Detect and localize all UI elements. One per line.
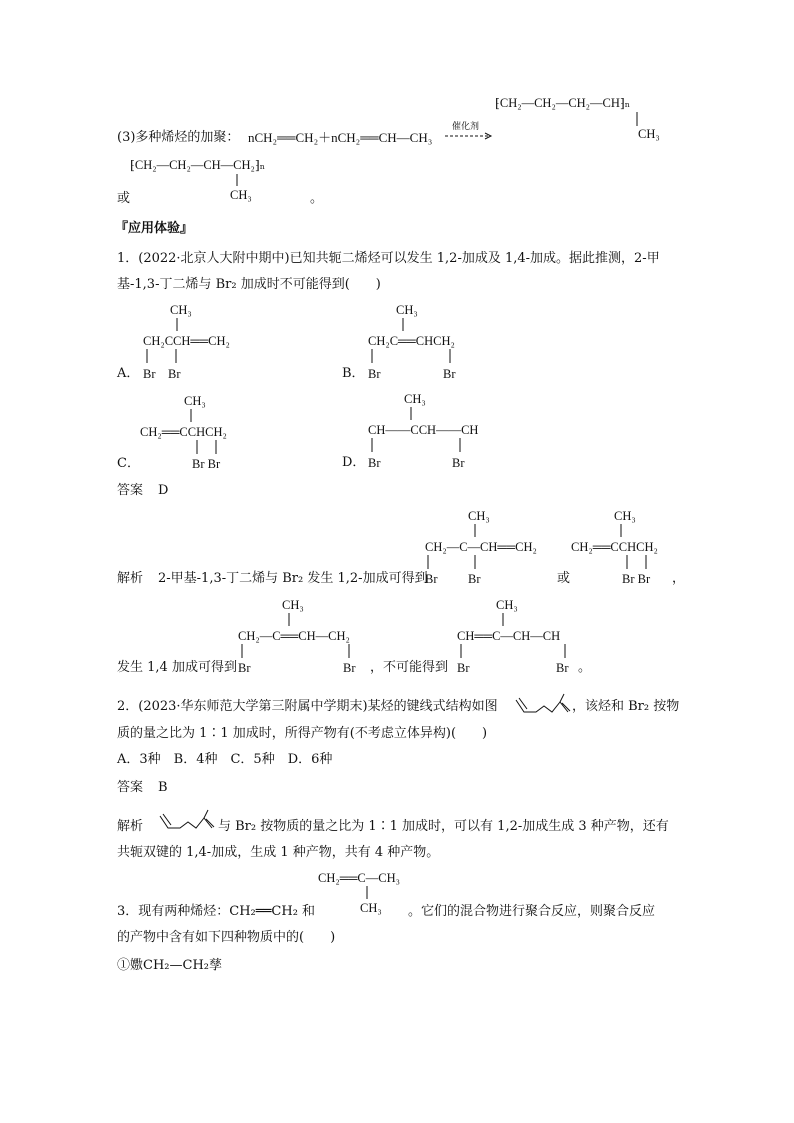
q1-s2-br: Br Br [622, 572, 651, 586]
item3-equation: nCH₂══CH₂＋nCH₂══CH—CH₃ [248, 130, 433, 145]
q1-d-label: D． [342, 455, 366, 470]
q2-line1a: 2．(2023·华东师范大学第三附属中学期末)某烃的键线式结构如图 [117, 699, 498, 714]
q1-a-label: A． [117, 366, 140, 381]
polymer-top-ch3: CH₃ [638, 127, 660, 141]
q1-d-ch3: CH₃ [404, 392, 426, 406]
q1-a-br: Br Br [143, 367, 181, 381]
q3-line1b: 。它们的混合物进行聚合反应，则聚合反应 [408, 904, 656, 919]
q1-b-br-bonds [370, 349, 460, 365]
q1-s3-br2: Br [343, 661, 356, 675]
q1-s3-ch3: CH₃ [282, 598, 304, 612]
q1-line2: 基-1,3-丁二烯与 Br₂ 加成时不可能得到( ) [117, 277, 381, 292]
q1-s3-br1: Br [238, 661, 251, 675]
polymer-second-bond [236, 174, 240, 188]
q1-c-ch3: CH₃ [184, 394, 206, 408]
period: 。 [310, 191, 324, 206]
q1-s4-bond [502, 613, 506, 627]
q2-answer: B [158, 780, 168, 795]
q1-s1-ch3: CH₃ [468, 509, 490, 523]
q2-analysis2: 共轭双键的 1,4-加成，生成 1 种产物，共有 4 种产物。 [117, 845, 440, 860]
q1-d-main: CH——CCH——CH [368, 423, 479, 437]
q1-s2-main: CH₂══CCHCH₂ [571, 540, 658, 554]
q1-b-br1: Br [368, 367, 381, 381]
q1-b-main: CH₂C══CHCH₂ [368, 334, 455, 348]
q1-a-bond [176, 318, 180, 332]
q1-s2-br-bonds [624, 555, 664, 571]
q1-b-label: B． [342, 366, 365, 381]
q1-or: 或 [557, 571, 571, 586]
q3-struct-ch3: CH₃ [360, 901, 382, 915]
q1-s4-br1: Br [457, 661, 470, 675]
q1-s3-bond [288, 613, 292, 627]
q1-s2-bond [620, 524, 624, 538]
section-title: 『应用体验』 [115, 221, 194, 236]
q1-c-br-bonds [194, 440, 234, 456]
q1-s1-bond [474, 524, 478, 538]
q2-options: A．3种 B．4种 C．5种 D．6种 [117, 752, 333, 767]
skeletal-structure-icon [514, 692, 574, 718]
q1-s1-br-bonds [426, 555, 486, 571]
q1-s2-ch3: CH₃ [614, 509, 636, 523]
q1-s1-main: CH₂—C—CH══CH₂ [425, 540, 537, 554]
q1-c-bond [190, 409, 194, 423]
q1-s4-main: CH══C—CH—CH [457, 629, 561, 643]
q1-comma: ， [672, 571, 686, 586]
q3-line1a: 3．现有两种烯烃：CH₂══CH₂ 和 [117, 904, 316, 919]
catalyst-label: 催化剂 [452, 122, 480, 132]
q1-b-bond [402, 318, 406, 332]
q1-s1-br2: Br [468, 572, 481, 586]
item3-prefix: (3)多种烯烃的加聚： [117, 130, 240, 145]
q1-analysis-label: 解析 [117, 571, 144, 586]
polymer-top-formula: ⁅CH₂—CH₂—CH₂—CH⁆ₙ [495, 96, 631, 110]
q1-s4-ch3: CH₃ [496, 598, 518, 612]
q1-analysis3: ，不可能得到 [370, 660, 449, 675]
q1-a-ch3: CH₃ [170, 303, 192, 317]
q1-s1-br1: Br [425, 572, 438, 586]
q1-analysis2: 发生 1,4 加成可得到 [117, 660, 237, 675]
q1-s4-br-bonds [459, 644, 579, 660]
q1-b-br2: Br [443, 367, 456, 381]
q1-c-main: CH₂══CCHCH₂ [140, 425, 227, 439]
q1-a-main: CH₂CCH══CH₂ [143, 334, 230, 348]
q1-s3-br-bonds [240, 644, 360, 660]
or-text: 或 [117, 191, 131, 206]
polymer-second-ch3: CH₃ [230, 188, 252, 202]
q2-line2: 质的量之比为 1∶1 加成时，所得产物有(不考虑立体异构)( ) [117, 726, 488, 741]
q1-d-bond [410, 407, 414, 421]
polymer-second-formula: ⁅CH₂—CH₂—CH—CH₂⁆ₙ [130, 158, 266, 172]
q1-d-br-bonds [370, 438, 470, 454]
q1-c-label: C． [117, 456, 140, 471]
q2-line1b: ，该烃和 Br₂ 按物 [572, 699, 680, 714]
q1-s3-main: CH₂—C══CH—CH₂ [238, 629, 350, 643]
q1-b-ch3: CH₃ [396, 303, 418, 317]
q1-d-br2: Br [452, 456, 465, 470]
q2-analysis1: 与 Br₂ 按物质的量之比为 1∶1 加成时，可以有 1,2-加成生成 3 种产物，还有 [218, 819, 669, 834]
q3-struct-bond [366, 886, 370, 900]
q2-answer-label: 答案 [117, 780, 144, 795]
q1-line1: 1．(2022·北京人大附中期中)已知共轭二烯烃可以发生 1,2-加成及 1,4-加成。据此推测，2-甲 [117, 251, 660, 266]
q2-analysis-label: 解析 [117, 819, 144, 834]
q1-answer: D [158, 483, 169, 498]
q1-end: 。 [578, 660, 592, 675]
q1-answer-label: 答案 [117, 483, 144, 498]
q3-line2: 的产物中含有如下四种物质中的( ) [117, 930, 336, 945]
q1-c-br: Br Br [192, 457, 221, 471]
q1-analysis1: 2-甲基-1,3-丁二烯与 Br₂ 发生 1,2-加成可得到 [158, 571, 428, 586]
skeletal-structure-icon-2 [158, 808, 218, 834]
q1-d-br1: Br [368, 456, 381, 470]
q3-item1: ①嫐CH₂—CH₂孳 [117, 958, 222, 973]
q1-a-br-bonds [145, 349, 185, 365]
q3-struct-main: CH₂══C—CH₃ [318, 871, 400, 885]
reaction-arrow-icon [445, 131, 495, 141]
q1-s4-br2: Br [556, 661, 569, 675]
